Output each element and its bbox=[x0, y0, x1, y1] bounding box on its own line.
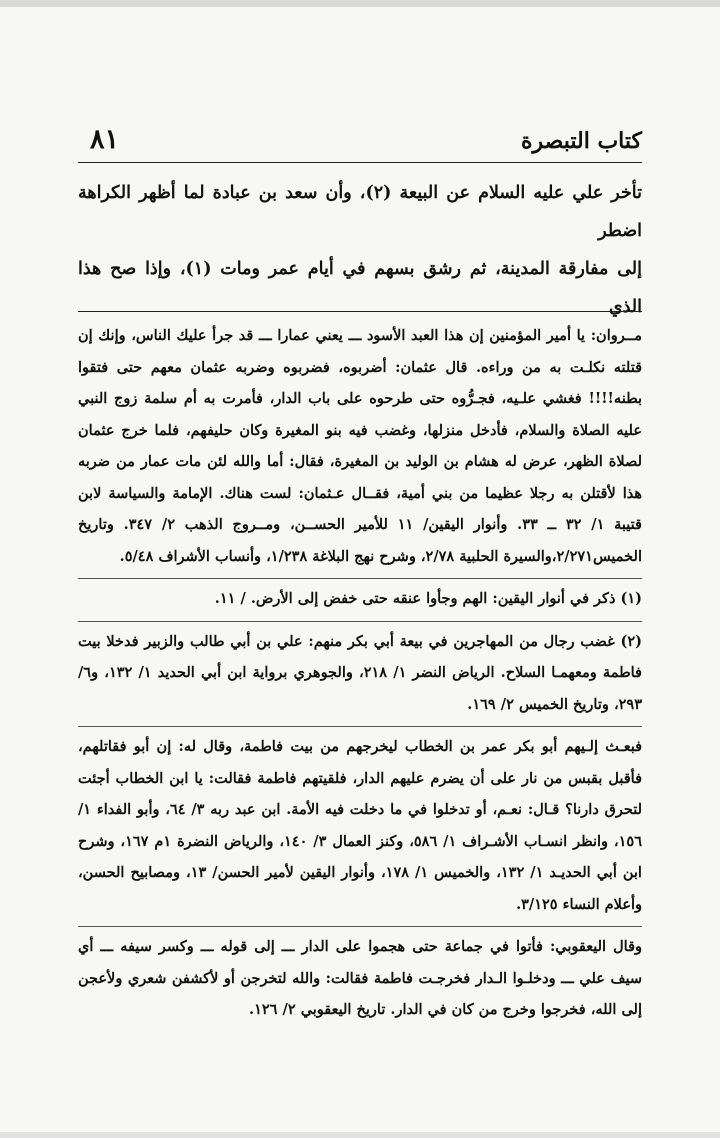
page-header bbox=[78, 124, 642, 164]
footnote-2-continued: فبعـث إلـيهم أبو بكر عمر بن الخطاب ليخرجهم من بيت فاطمة، وقال له: إن أبو فقاتلهم، فأقبل بقبس من نار على أن يضرم عليهم الدار، فلقيتهم فاطمة فقالت: يا ابن الخطاب أجئت لتحرق دارنا؟ قـال: نعـم، أو تدخلوا في ما دخلت فيه الأمة. ابن عبد ربه ٣/ ٦٤، وأبو الفداء ١/ ١٥٦، وانظر انسـاب الأشـراف ١/ ٥٨٦، وكنز العمال ٣/ ١٤٠، والرياض النضرة ١م ١٦٧، وشرح ابن أبي الحديـد ١/ ١٣٢، والخميس ١/ ١٧٨، وأنوار اليقين لأمير الحسن/ ١٣، ومصابيح الحسن، وأعلام النساء ٣/١٢٥. bbox=[78, 726, 642, 920]
footnote-separator bbox=[78, 311, 642, 312]
main-text-line: إلى مفارقة المدينة، ثم رشق بسهم في أيام عمر ومات (١)، وإذا صح هذا الذي bbox=[78, 259, 643, 317]
running-title: كتاب التبصرة bbox=[520, 128, 642, 154]
page-number: ٨١ bbox=[90, 124, 120, 155]
footnote-2: (٢) غضب رجال من المهاجرين في بيعة أبي بكر منهم: علي بن أبي طالب والزبير فدخلا بيت فاطمة ومعهمـا السلاح. الرياض النضر ١/ ٢١٨، والجوهري برواية ابن أبي الحديد ١/ ١٣٢، و٦/ ٢٩٣، وتاريخ الخميس ٢/ ١٦٩. bbox=[78, 621, 642, 721]
footnote-1: (١) ذكر في أنوار اليقين: الهم وجأوا عنقه حتى خفض إلى الأرض. / ١١. bbox=[78, 578, 642, 615]
bottom-edge bbox=[0, 1132, 720, 1138]
top-edge bbox=[0, 0, 720, 7]
footnote-2-quote: وقال اليعقوبي: فأتوا في جماعة حتى هجموا على الدار ـــ إلى قوله ـــ وكسر سيفه ـــ أي سيف علي ـــ ودخلـوا الـدار فخرجـت فاطمة فقالت: والله لتخرجن أو لأكشفن شعري ولأعجن إلى الله، فخرجوا وخرج من كان في الدار. تاريخ اليعقوبي ٢/ ١٢٦. bbox=[78, 926, 642, 1026]
main-text bbox=[78, 174, 642, 326]
main-text-line: تأخر علي عليه السلام عن البيعة (٢)، وأن سعد بن عبادة لما أظهر الكراهة اضطر bbox=[78, 183, 642, 241]
header-rule bbox=[78, 162, 642, 163]
footnotes bbox=[78, 320, 642, 1032]
footnote-continuation: مــروان: يا أمير المؤمنين إن هذا العبد الأسود ـــ يعني عمارا ـــ قد جرأ عليك الناس، وإنك إن قتلته نكلـت به من وراءه. قال عثمان: أضربوه، فضربوه وضربه عثمان معهم حتى فتقوا بطنه!!!! فغشي علـيه، فجـرُّوه حتى طرحوه على باب الدار، فأمرت به أم سلمة زوج النبي عليه الصلاة والسلام، فأدخل منزلها، وغضب فيه بنو المغيرة وكان حليفهم، فلما خرج عثمان لصلاة الظهر، عرض له هشام بن الوليد بن المغيرة، فقال: أما والله لئن مات عمار من ضربه هذا لأقتلن به رجلا عظيما من بني أمية، فقــال عـثمان: لست هناك. الإمامة والسياسة لابن قتيبة ١/ ٣٢ ــ ٣٣. وأنوار اليقين/ ١١ للأمير الحســن، ومــروج الذهب ٢/ ٣٤٧. وتاريخ الخميس٢/٢٧١،والسيرة الحلبية ٢/٧٨، وشرح نهج البلاغة ١/٢٣٨، وأنساب الأشراف ٥/٤٨. bbox=[78, 327, 642, 565]
